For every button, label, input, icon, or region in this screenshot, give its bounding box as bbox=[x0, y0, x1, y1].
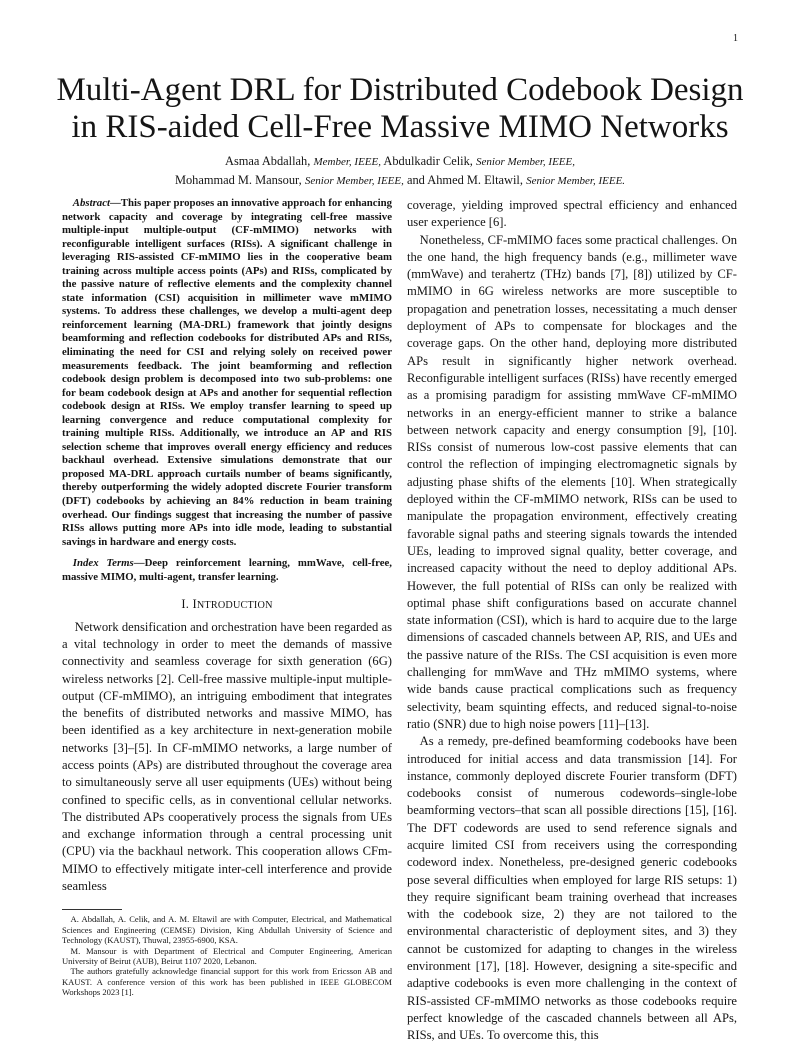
page-number: 1 bbox=[733, 33, 738, 44]
abstract-label: Abstract bbox=[72, 197, 110, 209]
index-terms-label: Index Terms bbox=[72, 557, 134, 570]
section-heading bbox=[62, 596, 392, 614]
abstract-text: —This paper proposes an innovative approach for enhancing network capacity and coverage by integrating cell-free massive multiple-input multiple-output (CF-mMIMO) networks with reconfigurable intelligent surfaces (RISs). A significant challenge in leveraging RIS-assisted CF-mMIMO lies in the cooperative beam training across multiple access points (APs) and RISs, complicated by the passive nature of reflective elements and the complexity channel state information (CSI) acquisition in millimeter wave mMIMO systems. To address these challenges, we develop a multi-agent deep reinforcement learning (MA-DRL) framework that jointly designs beamforming and reflection codebooks for distributed APs and RISs, eliminating the need for CSI and relying solely on received power measurements feedback. The joint beamforming and reflection codebook design problem is decomposed into two sub-problems: one for beam codebook design at APs and another for sequential reflection codebook design at RISs. We employ transfer learning to speed up learning convergence and reduce computational complexity for training multiple RISs. Additionally, we introduce an AP and RIS selection scheme that improves overall energy efficiency and reduces backhaul overhead. Extensive simulations demonstrate that our proposed MA-DRL approach curtails number of beams significantly, thereby outperforming the widely adopted discrete Fourier transform (DFT) codebooks by achieving an 84% reduction in beam training overhead. Our findings suggest that increasing the number of passive RISs allows putting more APs into idle mode, leading to substantial savings in hardware and energy costs. bbox=[62, 197, 392, 548]
left-column bbox=[62, 197, 392, 998]
body-paragraph: As a remedy, pre-defined beamforming codebooks have been introduced for initial access and data transmission [14]. For instance, commonly deployed discrete Fourier transform (DFT) codebooks consist of numerous codewords–single-lobe beamforming vectors–that scan all possible directions [15], [16]. The DFT codewords are used to send reference signals and acquire limited CSI from receivers using the corresponding codeword index. Nonetheless, pre-designed generic codebooks pose several difficulties when employed for large RIS setups: 1) they require significant beam training overhead that increases with the codebook size, 2) they are not tailored to the environmental characteristic of deployment sites, and 3) they cannot be customized for adapting to changes in the wireless environment [17], [18]. However, designing a site-specific and adaptive codebooks is even more challenging in the context of RIS-assisted CF-mMIMO networks as those codebooks require perfect knowledge of the cascaded channels between all APs, RISs, and UEs. To overcome this, this bbox=[407, 734, 737, 1043]
section-title-rest: NTRODUCTION bbox=[196, 600, 273, 612]
index-terms bbox=[62, 557, 392, 584]
footnote-acknowledgement: The authors gratefully acknowledge financial support for this work from Ericsson AB and KAUST. A conference version of this work has been published in IEEE GLOBECOM Workshops 2023 [1]. bbox=[62, 966, 392, 998]
author-list bbox=[40, 152, 760, 190]
footnote-affiliations: A. Abdallah, A. Celik, and A. M. Eltawil are with Computer, Electrical, and Mathematical Sciences and Engineering (CEMSE) Division, King Abdullah University of Science and Technology (KAUST), Thuwal, 23955-6900, KSA. bbox=[62, 914, 392, 946]
footnote-aub: M. Mansour is with Department of Electrical and Computer Engineering, American University of Beirut (AUB), Beirut 1107 2020, Lebanon. bbox=[62, 945, 392, 966]
author-affiliation: Member, IEEE, bbox=[313, 156, 381, 168]
author-name: Abdulkadir Celik, bbox=[383, 154, 473, 168]
title-line-1: Multi-Agent DRL for Distributed Codebook Design bbox=[56, 72, 744, 108]
index-terms-text: —Deep reinforcement learning, mmWave, cell-free, massive MIMO, multi-agent, transfer learning. bbox=[62, 557, 392, 583]
right-column bbox=[407, 197, 737, 1045]
author-affiliation: Senior Member, IEEE, bbox=[304, 175, 404, 187]
footnote-divider bbox=[62, 909, 122, 910]
abstract bbox=[62, 197, 392, 549]
section-title-first: I bbox=[192, 597, 197, 612]
author-name: Asmaa Abdallah, bbox=[225, 154, 311, 168]
author-name: Mohammad M. Mansour, bbox=[174, 173, 302, 187]
author-affiliation: Senior Member, IEEE. bbox=[526, 175, 626, 187]
intro-paragraph: Network densification and orchestration have been regarded as a vital technology in order to meet the demands of massive connectivity and seamless coverage for sixth generation (6G) wireless networks [2]. Cell-free massive multiple-input multiple-output (CF-mMIMO), an intriguing embodiment that integrates the benefits of distributed networks and massive MIMO, has been identified as a key architecture in next-generation mobile networks [3]–[5]. In CF-mMIMO networks, a large number of access points (APs) are distributed throughout the coverage area to simultaneously serve all user equipments (UEs) without being confined to specific cells, as in conventional cellular networks. The distributed APs cooperatively process the signals from UEs and exchange information through a central processing unit (CPU) via the backhaul network. This cooperation allows CFm-MIMO to effectively mitigate inter-cell interference and provide seamless bbox=[62, 619, 392, 894]
author-name: and Ahmed M. Eltawil, bbox=[406, 173, 523, 187]
paper-title bbox=[40, 72, 760, 146]
section-numeral: I. bbox=[181, 597, 190, 612]
title-line-2: in RIS-aided Cell-Free Massive MIMO Networks bbox=[71, 109, 729, 145]
author-affiliation: Senior Member, IEEE, bbox=[476, 156, 575, 168]
body-paragraph: coverage, yielding improved spectral efficiency and enhanced user experience [6]. bbox=[407, 198, 737, 230]
body-paragraph: Nonetheless, CF-mMIMO faces some practical challenges. On the one hand, the high frequency bands (e.g., millimeter wave (mmWave) and terahertz (THz) bands [7], [8]) utilized by CF-mMIMO in 6G wireless networks are more susceptible to propagation and penetration losses, necessitating a much denser deployment of APs to compensate for blockages and the coverage gaps. On the other hand, deploying more distributed APs result in significantly higher network overhead. Reconfigurable intelligent surfaces (RISs) have recently emerged as a promising paradigm for assisting mmWave CF-mMIMO networks in an energy-efficient manner to strike a balance between network capacity and energy consumption [9], [10]. RISs consist of numerous low-cost passive elements that can control the reflection of impinging electromagnetic signals by adjusting phase shifts of the elements [10]. When strategically deployed within the CF-mMIMO network, RISs can be used to manipulate the propagation environment, effectively creating favorable signal paths and steering signals towards the intended UEs, leading to improved signal quality, better coverage, and increased capacity without the need to deploy additional APs. However, the full potential of RISs can only be realized with optimal phase shift configurations based on accurate channel state information (CSI), which is hard to acquire due to the large dimensions of cascaded channels between AP, RIS, and UEs and the passive nature of the RISs. The CSI acquisition is even more challenging for mmWave and THz mMIMO systems, where wide bands cause practical complications such as frequency selectivity, beam squinting effects, and reduced signal-to-noise ratio (SNR) due to high noise powers [11]–[13]. bbox=[407, 232, 737, 731]
